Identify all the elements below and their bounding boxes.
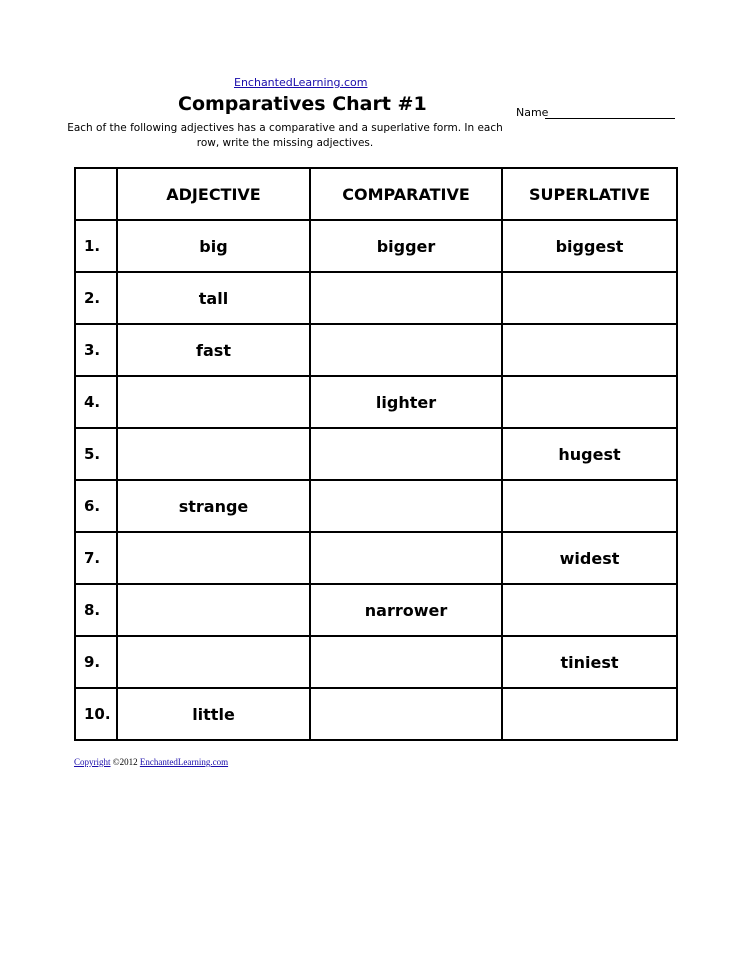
row-number: 7. [75,532,117,584]
adjective-cell: little [117,688,310,740]
row-number: 3. [75,324,117,376]
table-row [75,688,677,740]
row-number: 5. [75,428,117,480]
superlative-cell: widest [502,532,677,584]
superlative-cell[interactable] [502,584,677,636]
table-row [75,480,677,532]
footer-site-link[interactable]: EnchantedLearning.com [139,757,229,767]
row-number: 2. [75,272,117,324]
row-number: 10. [75,688,117,740]
superlative-cell[interactable] [502,688,677,740]
superlative-cell: tiniest [502,636,677,688]
adjective-cell[interactable] [117,532,310,584]
name-blank-line [545,118,675,119]
row-number: 8. [75,584,117,636]
table-row [75,324,677,376]
superlative-cell[interactable] [502,324,677,376]
adjective-cell: fast [117,324,310,376]
row-number: 4. [75,376,117,428]
adjective-cell[interactable] [117,636,310,688]
superlative-cell: hugest [502,428,677,480]
column-header-comparative: COMPARATIVE [310,168,502,220]
column-header-number [75,168,117,220]
table-row [75,428,677,480]
table-row [75,532,677,584]
table-row [75,220,677,272]
superlative-cell[interactable] [502,272,677,324]
comparative-cell[interactable] [310,272,502,324]
column-header-adjective: ADJECTIVE [117,168,310,220]
superlative-cell[interactable] [502,480,677,532]
comparative-cell: narrower [310,584,502,636]
superlative-cell[interactable] [502,376,677,428]
comparative-cell: bigger [310,220,502,272]
adjective-cell[interactable] [117,428,310,480]
row-number: 6. [75,480,117,532]
table-header-row [75,168,677,220]
row-number: 9. [75,636,117,688]
row-number: 1. [75,220,117,272]
site-link[interactable]: EnchantedLearning.com [234,76,368,89]
column-header-superlative: SUPERLATIVE [502,168,677,220]
adjective-cell: strange [117,480,310,532]
footer [74,757,228,767]
table-row [75,272,677,324]
comparative-cell[interactable] [310,324,502,376]
table-row [75,376,677,428]
adjective-cell[interactable] [117,376,310,428]
comparative-cell: lighter [310,376,502,428]
comparative-cell[interactable] [310,428,502,480]
comparatives-table [74,167,678,741]
name-label: Name [516,106,549,119]
instructions: Each of the following adjectives has a comparative and a superlative form. In each row, write the missing adjectives. [67,122,503,149]
page-title: Comparatives Chart #1 [178,93,427,115]
comparative-cell[interactable] [310,480,502,532]
comparative-cell[interactable] [310,532,502,584]
comparative-cell[interactable] [310,636,502,688]
table-row [75,636,677,688]
table-row [75,584,677,636]
copyright-year: ©2012 [110,757,140,767]
superlative-cell: biggest [502,220,677,272]
adjective-cell[interactable] [117,584,310,636]
adjective-cell: big [117,220,310,272]
copyright-link[interactable]: Copyright [74,757,111,767]
comparative-cell[interactable] [310,688,502,740]
adjective-cell: tall [117,272,310,324]
